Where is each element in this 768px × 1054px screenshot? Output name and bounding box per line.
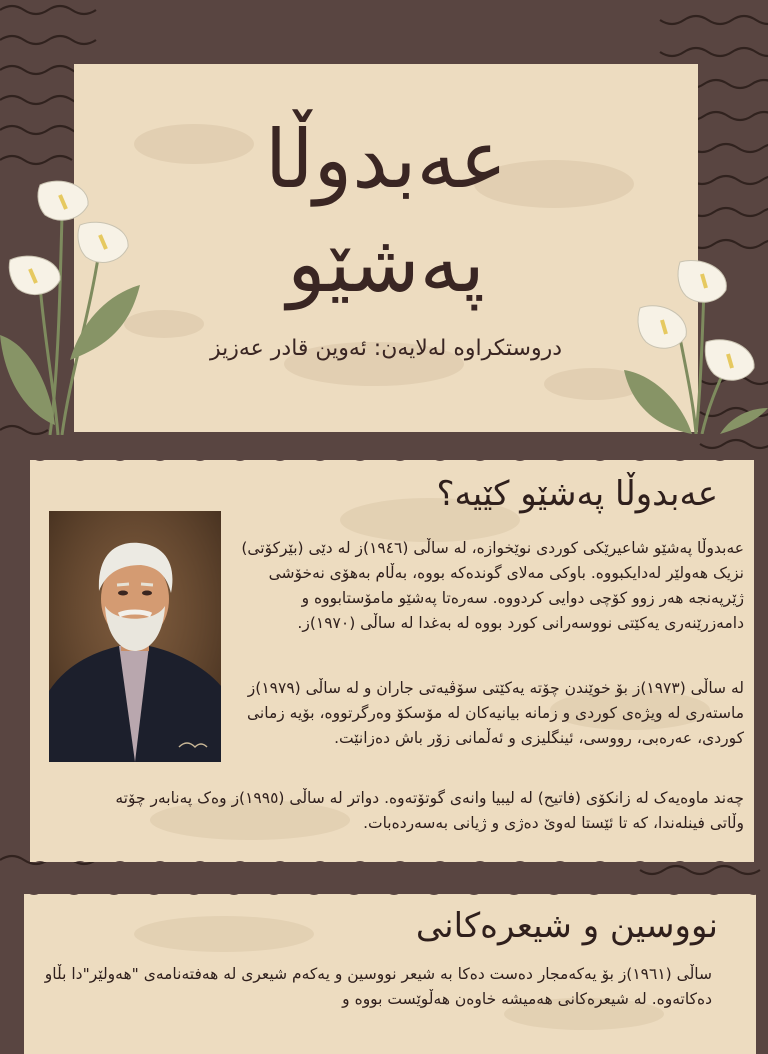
bio-paragraph-1: عەبدوڵا پەشێو شاعیرێکی کوردی نوێخوازە، لە ساڵی (١٩٤٦)ز لە دێی (بێرکۆتی) نزیک هەولێر لەدایکبووە. باوکی مەلای گوندەکە بووە، بەڵام بەهۆی نەخۆشی ژێرپەنجە هەر زوو کۆچی دوایی کردووە. سەرەتا پەشێو مامۆستابووە و دامەزرێنەری یەکێتی نووسەرانی کورد بووە لە بەغدا لە ساڵی (١٩٧٠)ز. xyxy=(241,539,744,632)
poet-portrait-icon xyxy=(49,511,221,762)
calla-lily-right-icon xyxy=(620,258,768,434)
cover-credit: دروستکراوە لەلایەن: ئەوین قادر عەزیز xyxy=(209,336,563,361)
bio-paragraph-3: چەند ماوەیەک لە زانکۆی (فاتیح) لە لیبیا وانەی گوتۆتەوە. دواتر لە ساڵی (١٩٩٥)ز وەک پەنابەر چۆتە وڵاتی فینلەندا، کە تا ئێستا لەوێ دەژی و ژیانی بەسەردەبات. xyxy=(115,789,744,832)
cover-title-line1: عەبدوڵا xyxy=(264,113,508,206)
calla-lily-left-icon xyxy=(0,175,150,435)
bio-paragraph-2: لە ساڵی (١٩٧٣)ز بۆ خوێندن چۆتە یەکێتی سۆڤیەتی جاران و لە ساڵی (١٩٧٩)ز ماستەری لە ویژەی کوردی و زمانە بیانیەکان لە مۆسکۆ وەرگرتووە، بۆیە زمانی کوردی، عەرەبی، رووسی، ئینگلیزی و ئەڵمانی زۆر باش دەزانێت. xyxy=(246,679,744,747)
bio-heading: عەبدوڵا پەشێو کێیە؟ xyxy=(436,474,718,514)
cover-title-line2: پەشێو xyxy=(287,217,485,310)
cover-title xyxy=(74,108,698,316)
works-heading: نووسین و شیعرەکانی xyxy=(415,906,718,946)
works-paragraph: ساڵی (١٩٦١)ز بۆ یەکەمجار دەست دەکا بە شیعر نووسین و یەکەم شیعری لە هەفتەنامەی "هەولێر"دا بڵاو دەکاتەوە. لە شیعرەکانی هەمیشە خاوەن هەڵوێست بووە و xyxy=(44,965,712,1008)
